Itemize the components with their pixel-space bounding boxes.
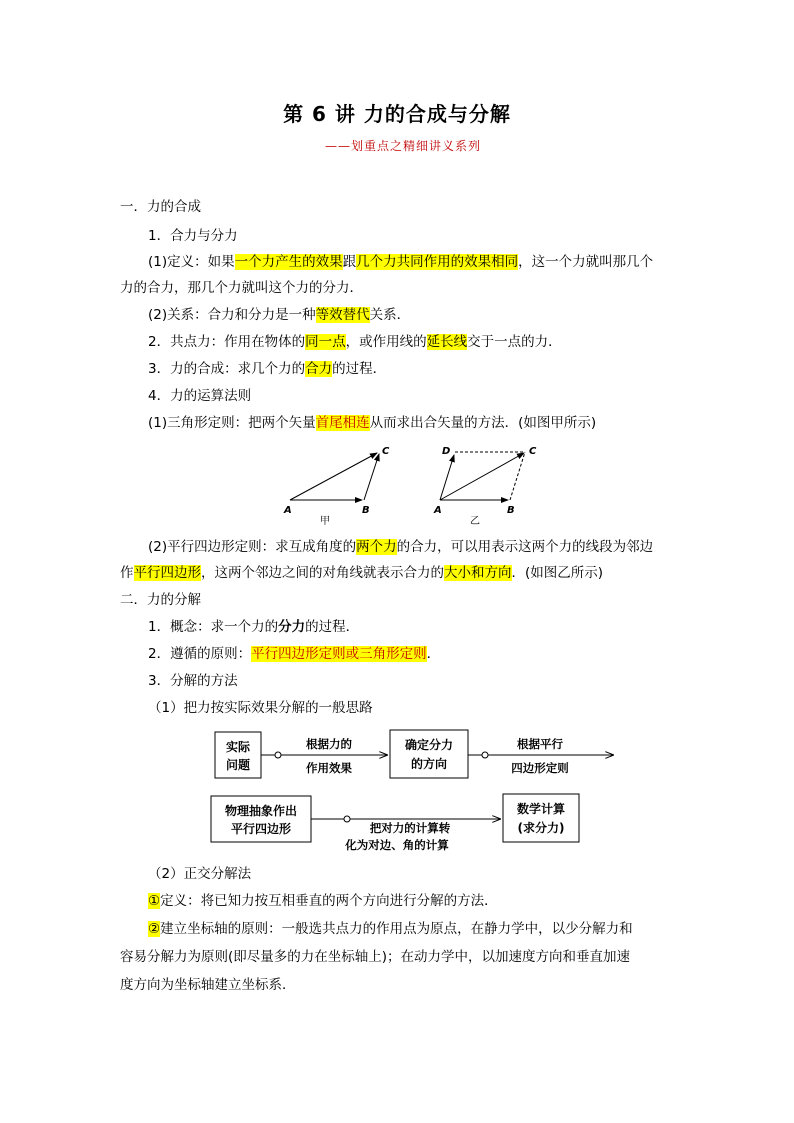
arrow-3-label-1: 把对力的计算转 [369,821,451,835]
label-b: B [507,505,515,516]
page-title: 第 6 讲 力的合成与分解 [283,102,511,126]
triangle-rule-line [148,413,596,433]
text: (1)定义：如果 [148,254,235,270]
label-c: C [382,446,390,457]
vector-bc [364,454,379,500]
text: 关系． [369,307,411,323]
label-d: D [442,446,451,457]
concept-line [148,617,359,637]
principle-line [148,644,440,664]
highlight-text: 延长线 [426,334,468,350]
method-2-heading: （2）正交分解法 [148,866,252,882]
box-determine-direction-line-1: 确定分力 [404,738,454,752]
highlight-text: 几个力共同作用的效果相同 [356,254,519,270]
text: 的合力，可以用表示这两个力的线段为邻边 [396,539,654,555]
caption-jia: 甲 [320,516,330,527]
highlight-text: 平行四边形定则或三角形定则 [251,646,427,662]
box-physical-abstraction-line-2: 平行四边形 [230,822,292,836]
label-b: B [362,505,370,516]
method-1-heading: （1）把力按实际效果分解的一般思路 [148,700,373,716]
text: ，或作用线的 [345,334,427,350]
highlight-text: 首尾相连 [315,415,370,431]
text: 1．概念：求一个力的 [148,619,279,635]
label-a: A [284,505,292,516]
text: 建立坐标轴的原则：一般选共点力的作用点为原点，在静力学中，以少分解力和 [160,921,633,937]
highlight-text: 等效替代 [315,307,370,323]
axis-principle-line-2: 容易分解力为原则(即尽量多的力在坐标轴上)；在动力学中，以加速度方向和垂直加速 [120,949,631,965]
definition-line-1 [148,252,653,272]
flow-node [275,752,281,758]
concurrent-force-line [148,332,562,352]
text: 跟 [342,254,357,270]
method-heading: 3．分解的方法 [148,673,238,689]
box-actual-problem-line-2: 问题 [225,758,251,772]
text: 作 [120,565,134,581]
box-math-calculation-line-2: (求分力) [517,821,565,835]
text: ．(如图乙所示) [511,565,604,581]
arrow-2-label-1: 根据平行 [517,737,563,751]
composition-line [148,359,386,379]
text: 定义：将已知力按互相垂直的两个方向进行分解的方法． [160,893,498,909]
text: ，这一个力就叫那几个 [518,254,654,270]
text: ． [426,646,441,662]
text: 交于一点的力． [467,334,562,350]
parallelogram-rule-line-1 [148,537,653,557]
arrow-3-label-2: 化为对边、角的计算 [345,838,449,852]
flow-node [344,816,350,822]
figure-triangle-rule [280,440,400,530]
box-actual-problem-line-1: 实际 [225,740,251,754]
box-math-calculation-line-1: 数学计算 [516,802,566,816]
section-1-heading: 一．力的合成 [120,199,201,215]
highlight-text: 平行四边形 [133,565,201,581]
orthogonal-definition-line [148,891,498,911]
subheading-operation-rules: 4．力的运算法则 [148,388,252,404]
text: ，这两个邻边之间的对角线就表示合力的 [201,565,444,581]
relation-line [148,305,410,325]
vector-ac [290,453,377,500]
parallelogram-rule-line-2 [120,563,603,583]
axis-principle-line-3: 度方向为坐标轴建立坐标系． [120,977,296,993]
flow-node [482,752,488,758]
circled-number: ① [148,893,161,909]
page-subtitle: ——划重点之精细讲义系列 [325,139,482,153]
subheading-resultant-and-components: 1．合力与分力 [148,228,238,244]
highlight-text: 两个力 [356,539,397,555]
text: 2．遵循的原则： [148,646,252,662]
label-c: C [529,446,537,457]
box-physical-abstraction-line-1: 物理抽象作出 [224,804,298,818]
text: 的过程． [305,619,360,635]
arrow-1-label-2: 作用效果 [306,761,352,775]
text: (1)三角形定则：把两个矢量 [148,415,316,431]
text: 从而求出合矢量的方法．(如图甲所示) [369,415,597,431]
highlight-text: 一个力产生的效果 [234,254,343,270]
arrow-2-label-2: 四边形定则 [511,761,569,775]
highlight-text: 同一点 [305,334,346,350]
caption-yi: 乙 [470,516,480,527]
axis-principle-line-1 [148,919,633,939]
text: (2)平行四边形定则：求互成角度的 [148,539,357,555]
box-determine-direction-line-2: 的方向 [410,757,448,771]
arrow-1-label-1: 根据力的 [306,737,352,751]
text: (2)关系：合力和分力是一种 [148,307,316,323]
decomposition-flowchart [205,722,625,857]
circled-number: ② [148,921,161,937]
text: 3．力的合成：求几个力的 [148,361,306,377]
text: 的过程． [332,361,387,377]
definition-line-2: 力的合力，那几个力就叫这个力的分力． [120,280,363,296]
label-a: A [434,505,442,516]
highlight-text: 大小和方向 [444,565,512,581]
figure-parallelogram-rule [430,440,550,530]
section-2-heading: 二．力的分解 [120,592,201,608]
bold-text: 分力 [278,619,306,635]
highlight-text: 合力 [305,361,333,377]
text: 2．共点力：作用在物体的 [148,334,306,350]
